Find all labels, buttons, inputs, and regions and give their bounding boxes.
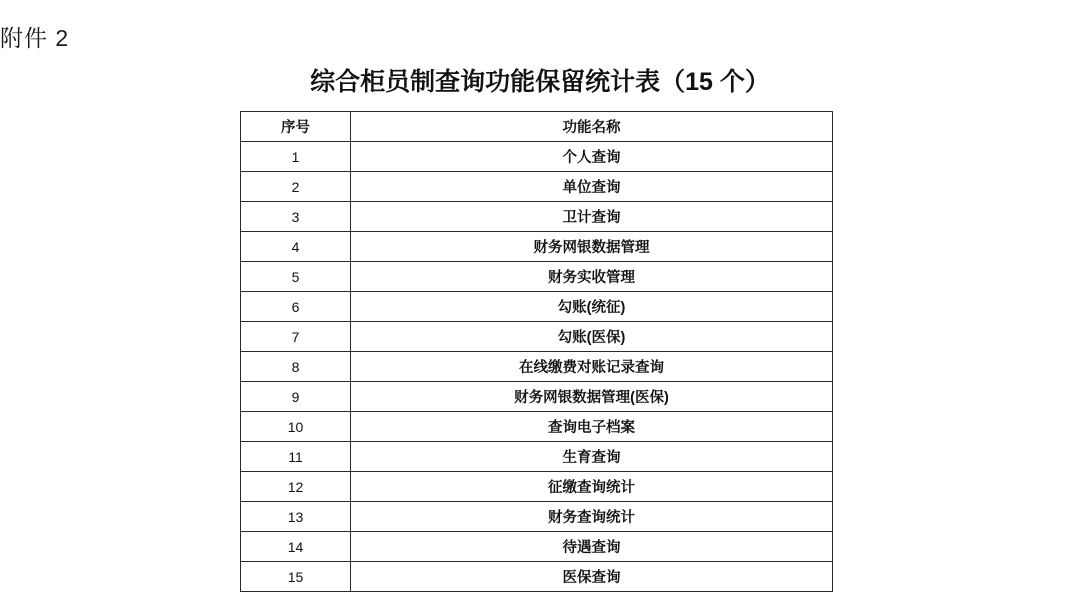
- cell-name: 财务实收管理: [351, 262, 833, 292]
- table-row: [241, 472, 833, 502]
- table-row: [241, 442, 833, 472]
- table-row: [241, 412, 833, 442]
- cell-name: 医保查询: [351, 562, 833, 592]
- cell-no: 10: [241, 412, 351, 442]
- column-header-name: 功能名称: [351, 112, 833, 142]
- cell-name: 财务网银数据管理(医保): [351, 382, 833, 412]
- cell-name: 勾账(医保): [351, 322, 833, 352]
- cell-no: 14: [241, 532, 351, 562]
- table-row: [241, 262, 833, 292]
- cell-no: 7: [241, 322, 351, 352]
- cell-name: 在线缴费对账记录查询: [351, 352, 833, 382]
- table-container: [240, 111, 832, 592]
- attachment-label: 附件 2: [0, 25, 70, 51]
- table-row: [241, 232, 833, 262]
- cell-name: 征缴查询统计: [351, 472, 833, 502]
- table-row: [241, 142, 833, 172]
- cell-no: 9: [241, 382, 351, 412]
- cell-no: 13: [241, 502, 351, 532]
- cell-no: 3: [241, 202, 351, 232]
- cell-name: 个人查询: [351, 142, 833, 172]
- cell-name: 财务查询统计: [351, 502, 833, 532]
- cell-no: 1: [241, 142, 351, 172]
- table-row: [241, 532, 833, 562]
- cell-name: 勾账(统征): [351, 292, 833, 322]
- column-header-no: 序号: [241, 112, 351, 142]
- cell-no: 5: [241, 262, 351, 292]
- table-row: [241, 172, 833, 202]
- table-row: [241, 352, 833, 382]
- cell-name: 生育查询: [351, 442, 833, 472]
- cell-no: 2: [241, 172, 351, 202]
- table-row: [241, 322, 833, 352]
- page-title: 综合柜员制查询功能保留统计表（15 个）: [310, 68, 770, 96]
- function-table: [240, 111, 833, 592]
- table-row: [241, 292, 833, 322]
- table-body: [241, 142, 833, 592]
- table-header-row: [241, 112, 833, 142]
- cell-no: 4: [241, 232, 351, 262]
- cell-name: 单位查询: [351, 172, 833, 202]
- cell-name: 查询电子档案: [351, 412, 833, 442]
- cell-name: 待遇查询: [351, 532, 833, 562]
- table-row: [241, 502, 833, 532]
- cell-no: 11: [241, 442, 351, 472]
- table-row: [241, 202, 833, 232]
- cell-no: 8: [241, 352, 351, 382]
- cell-no: 15: [241, 562, 351, 592]
- cell-name: 财务网银数据管理: [351, 232, 833, 262]
- cell-name: 卫计查询: [351, 202, 833, 232]
- table-row: [241, 562, 833, 592]
- table-row: [241, 382, 833, 412]
- cell-no: 6: [241, 292, 351, 322]
- cell-no: 12: [241, 472, 351, 502]
